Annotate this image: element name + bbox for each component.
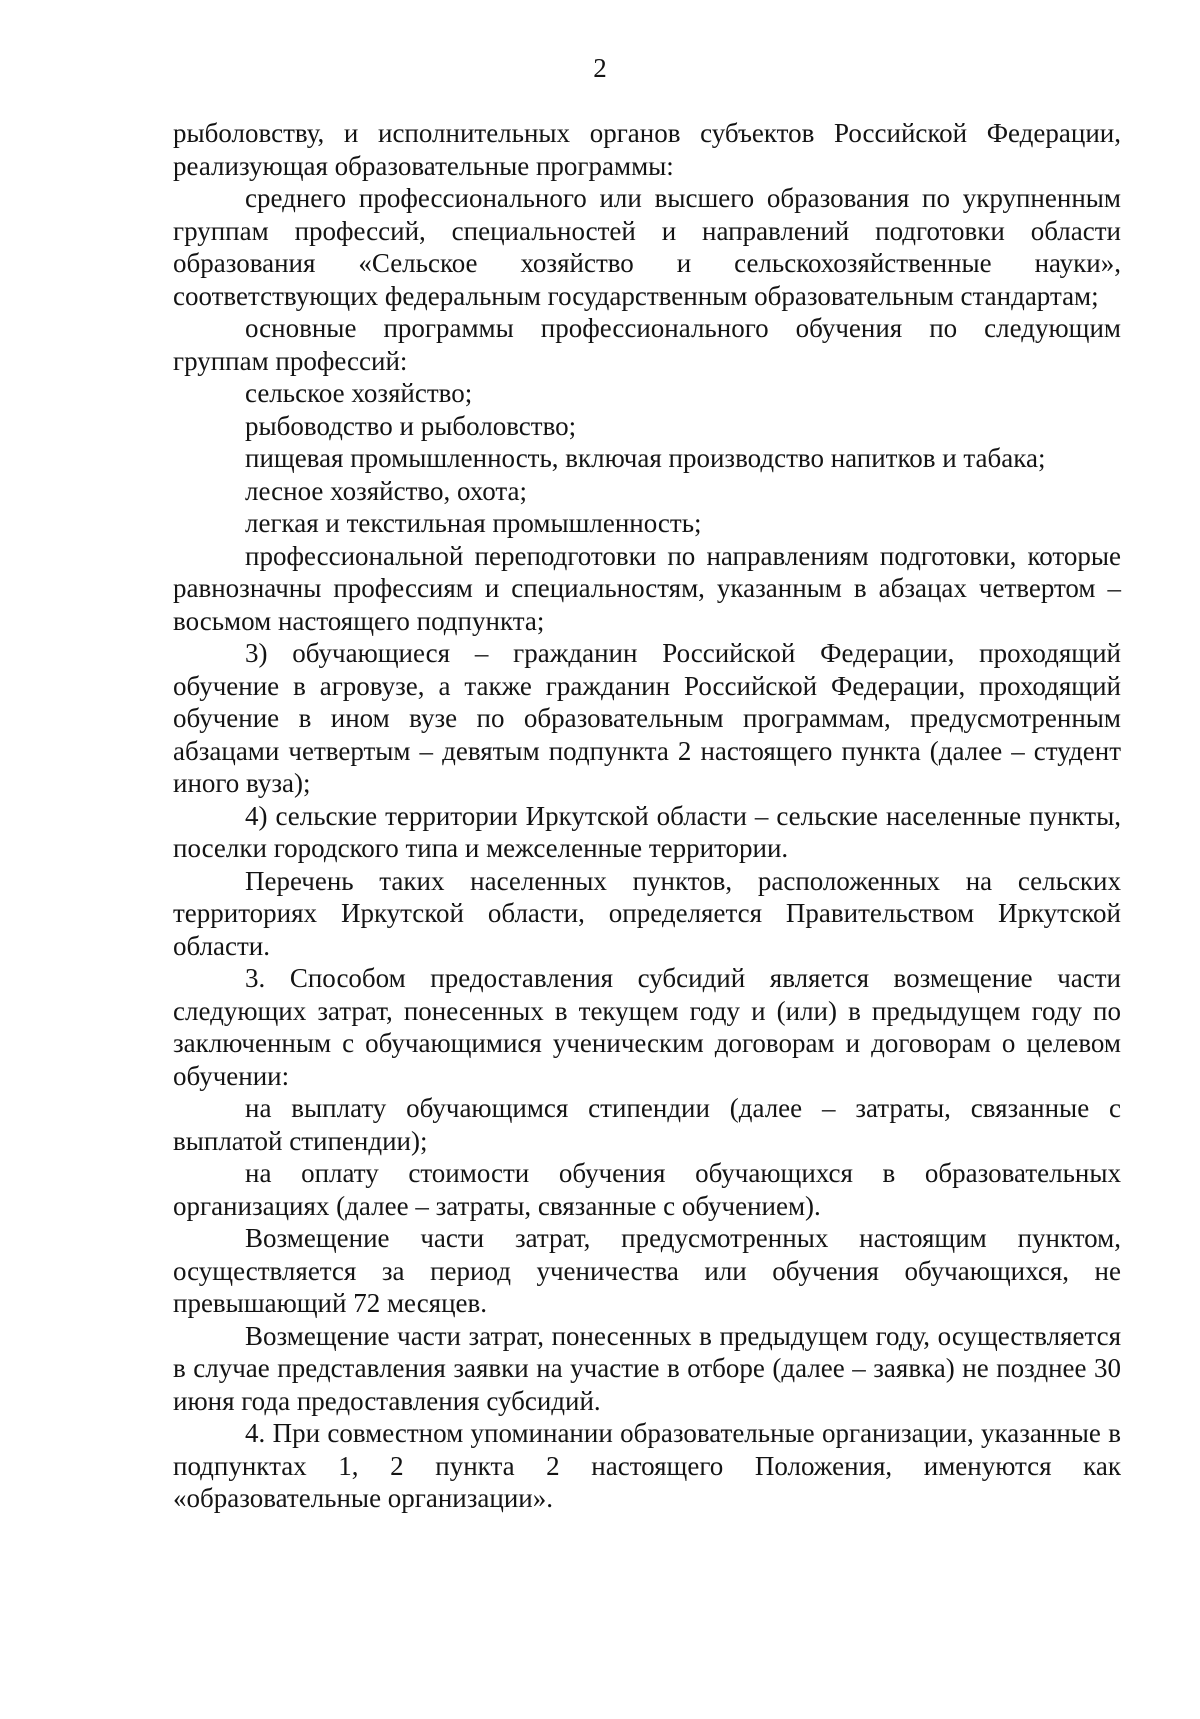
list-item: лесное хозяйство, охота; <box>245 475 528 506</box>
page-number: 2 <box>593 53 607 83</box>
document-body <box>173 117 1121 1515</box>
list-item: сельское хозяйство; <box>245 378 473 408</box>
paragraph-continuation: рыболовству, и исполнительных органов субъектов Российской Федерации, реализующая образовательные программы: <box>173 118 1121 181</box>
list-item: легкая и текстильная промышленность; <box>245 508 702 538</box>
paragraph-previous-year-reimbursement: Возмещение части затрат, понесенных в предыдущем году, осуществляется в случае представления заявки на участие в отборе (далее – заявка) не позднее 30 июня года предоставления субсидий. <box>173 1320 1121 1416</box>
paragraph-reimbursement-period: Возмещение части затрат, предусмотренных настоящим пунктом, осуществляется за период ученичества или обучения обучающихся, не превышающий 72 месяцев. <box>173 1223 1121 1318</box>
paragraph-stipend-costs: на выплату обучающимся стипендии (далее – затраты, связанные с выплатой стипендии); <box>173 1093 1121 1156</box>
paragraph-retraining: профессиональной переподготовки по направлениям подготовки, которые равнозначны профессиям и специальностям, указанным в абзацах четвертом – восьмом настоящего подпункта; <box>173 540 1121 636</box>
paragraph-vocational-training-programs: основные программы профессионального обучения по следующим группам профессий: <box>173 313 1121 376</box>
paragraph-subitem-3-students: 3) обучающиеся – гражданин Российской Федерации, проходящий обучение в агровузе, а также гражданин Российской Федерации, проходящий обучение в ином вузе по образовательным программам, предусмотренным абзацами четвертым – девятым подпункта 2 настоящего пункта (далее – студент иного вуза); <box>173 638 1121 798</box>
paragraph-higher-education-programs: среднего профессионального или высшего образования по укрупненным группам профессий, специальностей и направлений подготовки области образования «Сельское хозяйство и сельскохозяйственные науки», соответствующих федеральным государственным образовательным стандартам; <box>173 183 1121 311</box>
paragraph-subitem-4-rural-territories: 4) сельские территории Иркутской области – сельские населенные пункты, поселки городского типа и межселенные территории. <box>173 800 1121 863</box>
list-item: рыбоводство и рыболовство; <box>245 410 577 441</box>
paragraph-tuition-costs: на оплату стоимости обучения обучающихся в образовательных организациях (далее – затраты, связанные с обучением). <box>173 1158 1121 1221</box>
paragraph-section-4-definitions: 4. При совместном упоминании образовательные организации, указанные в подпунктах 1, 2 пункта 2 настоящего Положения, именуются как «образовательные организации». <box>173 1418 1121 1513</box>
paragraph-rural-settlements-list: Перечень таких населенных пунктов, расположенных на сельских территориях Иркутской области, определяется Правительством Иркутской области. <box>173 865 1121 961</box>
list-item: пищевая промышленность, включая производство напитков и табака; <box>245 443 1046 473</box>
paragraph-section-3-subsidy-method: 3. Способом предоставления субсидий является возмещение части следующих затрат, понесенных в текущем году и (или) в предыдущем году по заключенным с обучающимися ученическим договорам и договорам о целевом обучении: <box>173 963 1121 1091</box>
